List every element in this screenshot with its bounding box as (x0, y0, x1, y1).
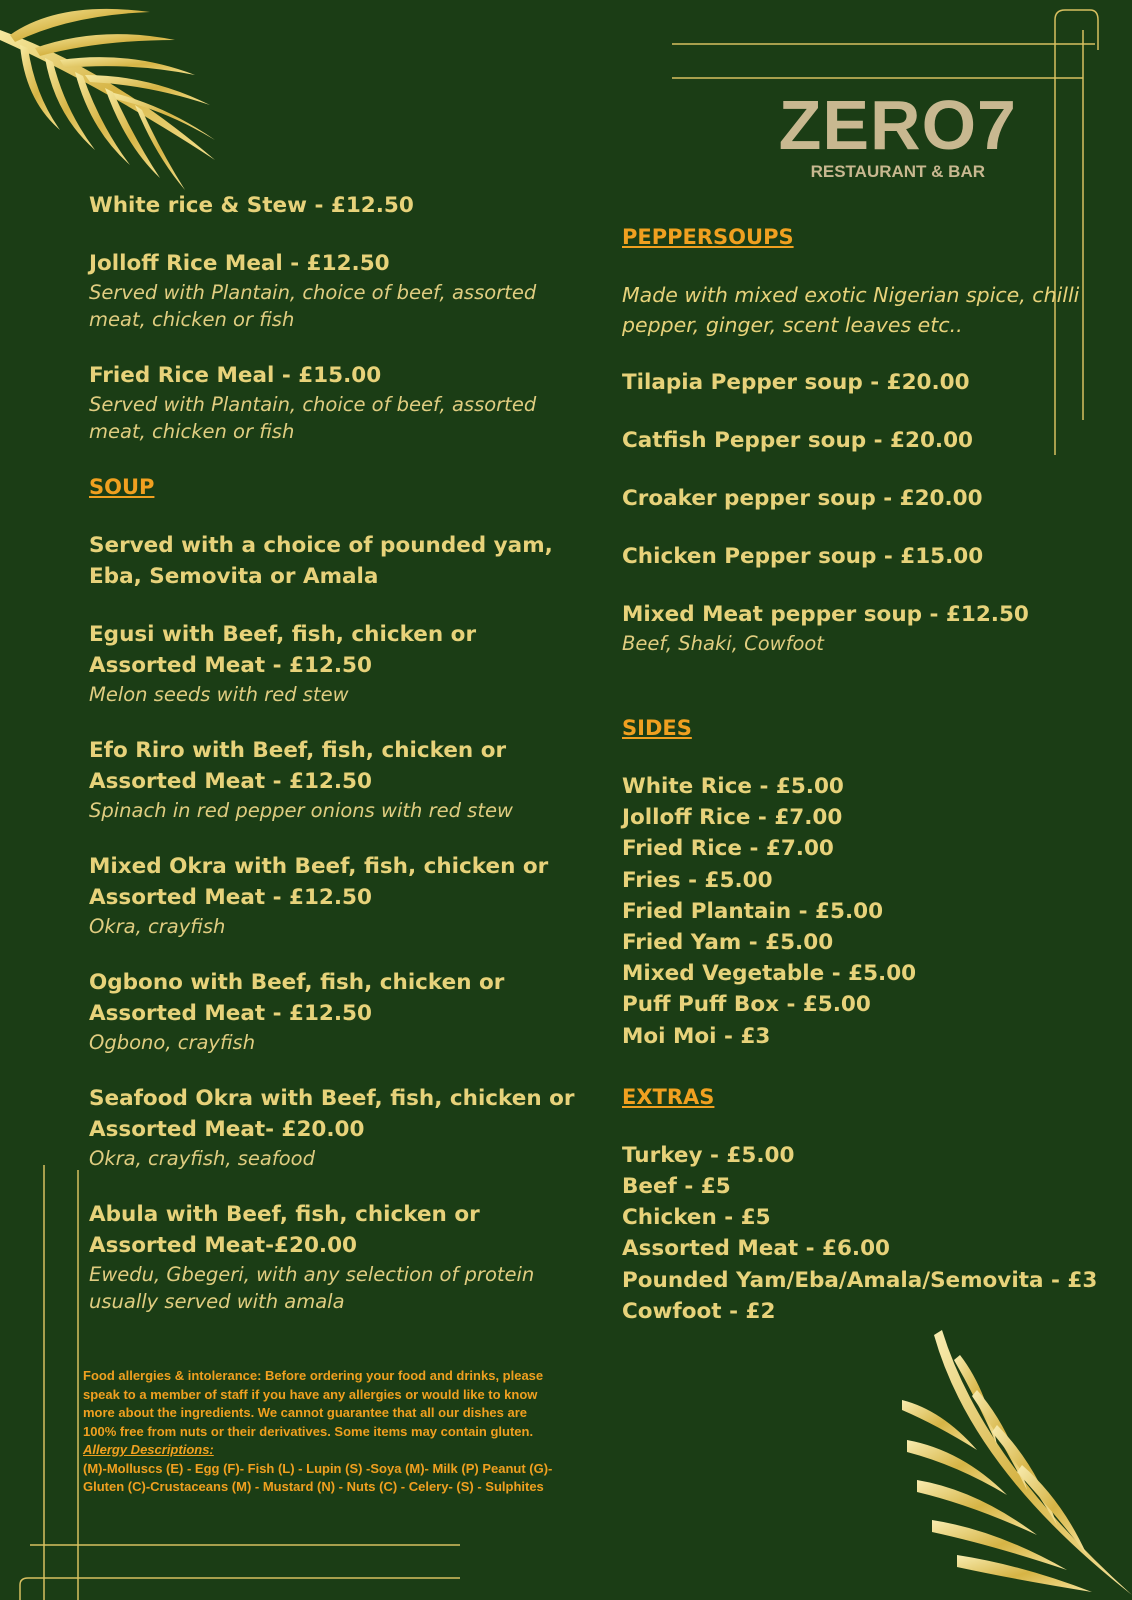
menu-item (622, 541, 1102, 572)
menu-item-name: Tilapia Pepper soup - £20.00 (622, 370, 970, 395)
section-title-extras: EXTRAS (622, 1084, 715, 1109)
list-item: Jolloff Rice - £7.00 (622, 805, 843, 831)
soup-intro (89, 530, 579, 592)
menu-item-description: Beef, Shaki, Cowfoot (622, 632, 824, 655)
menu-item-name: Abula with Beef, fish, chicken or Assorted Meat-£20.00 (89, 1202, 480, 1258)
right-column (622, 222, 1102, 1327)
allergy-notice (83, 1367, 563, 1497)
menu-item (622, 425, 1102, 456)
extras-list (622, 1140, 1102, 1327)
list-item: Fried Plantain - £5.00 (622, 898, 884, 924)
menu-item (622, 367, 1102, 398)
list-item: Puff Puff Box - £5.00 (622, 992, 871, 1018)
palm-leaf-icon (0, 0, 230, 200)
list-item: Turkey - £5.00 (622, 1142, 795, 1168)
list-item: Fried Rice - £7.00 (622, 836, 834, 862)
menu-item-name: Mixed Okra with Beef, fish, chicken or Assorted Meat - £12.50 (89, 854, 549, 910)
list-item: Fries - £5.00 (622, 867, 773, 893)
palm-leaf-icon (902, 1330, 1132, 1600)
menu-item-name: Chicken Pepper soup - £15.00 (622, 544, 984, 569)
list-item: Assorted Meat - £6.00 (622, 1236, 891, 1262)
menu-item-description: Served with Plantain, choice of beef, assorted meat, chicken or fish (89, 393, 537, 443)
sides-list (622, 771, 1102, 1052)
left-column (89, 190, 579, 1342)
menu-item (89, 1199, 579, 1315)
allergy-descriptions-title: Allergy Descriptions: (83, 1442, 214, 1457)
menu-item (89, 967, 579, 1056)
soup-intro-text: Served with a choice of pounded yam, Eba, Semovita or Amala (89, 533, 553, 589)
section-title-sides: SIDES (622, 716, 692, 740)
menu-item-description: Served with Plantain, choice of beef, assorted meat, chicken or fish (89, 281, 537, 331)
menu-item-name: Croaker pepper soup - £20.00 (622, 486, 983, 511)
menu-item-description: Ogbono, crayfish (89, 1031, 256, 1054)
logo-name: ZERO7 (778, 86, 1017, 164)
list-item: Fried Yam - £5.00 (622, 930, 834, 956)
menu-item-description: Spinach in red pepper onions with red stew (89, 799, 513, 822)
list-item: Chicken - £5 (622, 1205, 771, 1231)
menu-item (89, 190, 579, 221)
menu-item-name: Mixed Meat pepper soup - £12.50 (622, 602, 1029, 627)
menu-item (89, 248, 579, 333)
menu-item-name: Efo Riro with Beef, fish, chicken or Assorted Meat - £12.50 (89, 738, 507, 794)
list-item: White Rice - £5.00 (622, 774, 844, 799)
section-title-peppersoups: PEPPERSOUPS (622, 225, 794, 249)
list-item: Beef - £5 (622, 1174, 731, 1200)
peppersoups-intro: Made with mixed exotic Nigerian spice, chilli pepper, ginger, scent leaves etc.. (622, 283, 1080, 337)
menu-item (89, 851, 579, 940)
menu-item (89, 1083, 579, 1172)
restaurant-logo (778, 86, 1017, 182)
menu-item (622, 599, 1102, 657)
allergy-notice-text: Food allergies & intolerance: Before ordering your food and drinks, please speak to a member of staff if you have any allergies or would like to know more about the ingredients. We cannot guarantee that all our dishes are 100% free from nuts or their derivatives. Some items may contain gluten. (83, 1368, 544, 1439)
menu-item-name: Seafood Okra with Beef, fish, chicken or Assorted Meat- £20.00 (89, 1086, 575, 1142)
menu-item-name: Fried Rice Meal - £15.00 (89, 363, 382, 388)
logo-subtitle: RESTAURANT & BAR (810, 162, 985, 181)
menu-item-description: Ewedu, Gbegeri, with any selection of protein usually served with amala (89, 1263, 535, 1313)
menu-item-name: White rice & Stew - £12.50 (89, 193, 414, 218)
menu-item (89, 735, 579, 824)
menu-item (622, 483, 1102, 514)
menu-item-name: Ogbono with Beef, fish, chicken or Assorted Meat - £12.50 (89, 970, 505, 1026)
menu-item (89, 360, 579, 445)
menu-item-name: Jolloff Rice Meal - £12.50 (89, 251, 390, 276)
list-item: Moi Moi - £3 (622, 1023, 771, 1049)
menu-item (89, 619, 579, 708)
list-item: Pounded Yam/Eba/Amala/Semovita - £3 (622, 1267, 1098, 1293)
menu-item-description: Okra, crayfish (89, 915, 226, 938)
list-item: Mixed Vegetable - £5.00 (622, 961, 917, 987)
section-title-soup: SOUP (89, 475, 155, 499)
list-item: Cowfoot - £2 (622, 1298, 776, 1324)
menu-item-description: Okra, crayfish, seafood (89, 1147, 315, 1170)
menu-item-name: Catfish Pepper soup - £20.00 (622, 428, 974, 453)
menu-item-name: Egusi with Beef, fish, chicken or Assorted Meat - £12.50 (89, 622, 477, 678)
menu-item-description: Melon seeds with red stew (89, 683, 349, 706)
allergy-codes: (M)-Molluscs (E) - Egg (F)- Fish (L) - Lupin (S) -Soya (M)- Milk (P) Peanut (G)- Gluten (C)-Crustaceans (M) - Mustard (N) - Nuts (C) - Celery- (S) - Sulphites (83, 1460, 553, 1494)
